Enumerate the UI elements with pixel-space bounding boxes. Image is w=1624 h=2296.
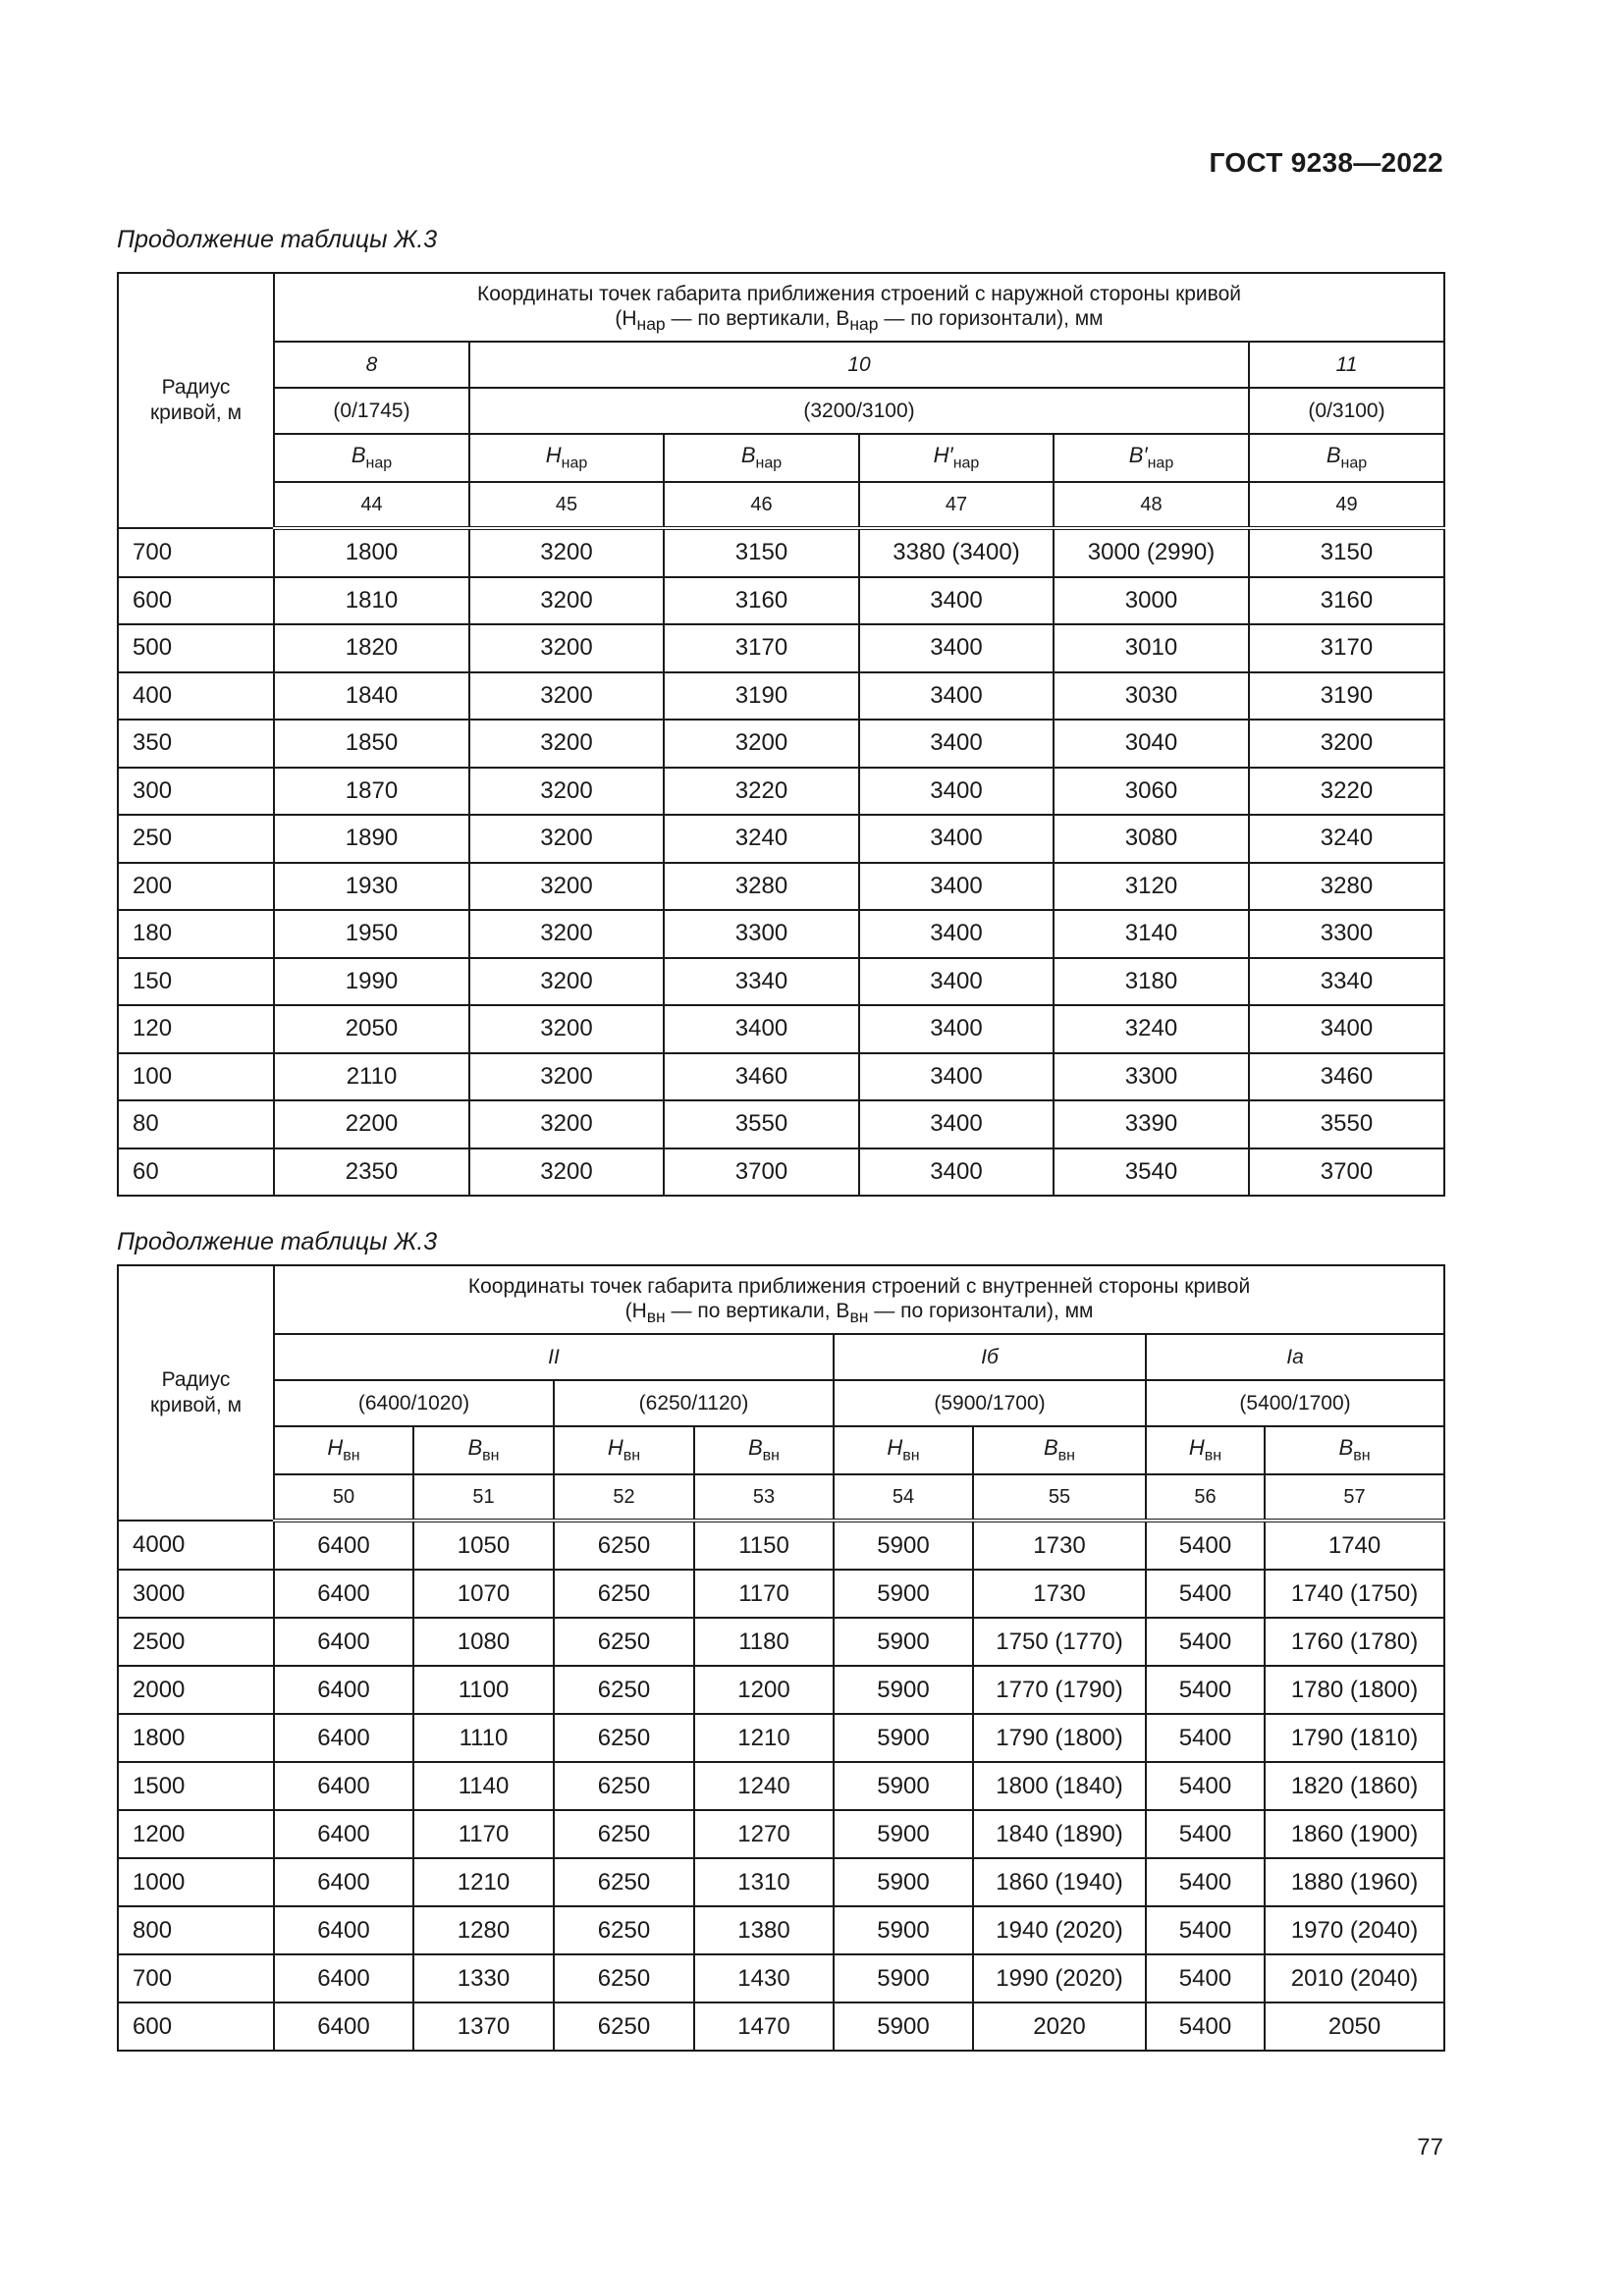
value-cell: 5900: [834, 1906, 973, 1954]
value-cell: 1310: [694, 1858, 834, 1906]
table1-caption: Продолжение таблицы Ж.3: [117, 226, 438, 253]
radius-cell: 350: [118, 720, 274, 768]
radius-cell: 400: [118, 672, 274, 721]
radius-cell: 2000: [118, 1666, 274, 1714]
radius-cell: 300: [118, 768, 274, 816]
value-cell: 1380: [694, 1906, 834, 1954]
point-number: 53: [694, 1474, 834, 1521]
point-number: 46: [664, 482, 859, 528]
value-cell: 2050: [1265, 2002, 1444, 2051]
value-cell: 1170: [413, 1810, 554, 1858]
radius-cell: 2500: [118, 1618, 274, 1666]
value-cell: 1770 (1790): [973, 1666, 1146, 1714]
value-cell: 3200: [469, 768, 664, 816]
value-cell: 1100: [413, 1666, 554, 1714]
value-cell: 3400: [1249, 1005, 1444, 1053]
value-cell: 1150: [694, 1521, 834, 1570]
value-cell: 1050: [413, 1521, 554, 1570]
value-cell: 1800 (1840): [973, 1762, 1146, 1810]
value-cell: 3400: [859, 577, 1054, 625]
value-cell: 3240: [664, 815, 859, 863]
group-header: 11: [1249, 342, 1444, 388]
radius-cell: 3000: [118, 1570, 274, 1618]
radius-header: Радиус кривой, м: [118, 1265, 274, 1521]
table-row: [118, 910, 1444, 958]
value-cell: 1790 (1800): [973, 1714, 1146, 1762]
value-cell: 6400: [274, 2002, 413, 2051]
value-cell: 3340: [664, 958, 859, 1006]
value-cell: 1840: [274, 672, 469, 721]
symbol-header: $B'_{нар}$: [1054, 434, 1249, 482]
value-cell: 3460: [664, 1053, 859, 1101]
value-cell: 3200: [469, 624, 664, 672]
value-cell: 1800: [274, 528, 469, 577]
value-cell: 6400: [274, 1666, 413, 1714]
value-cell: 2200: [274, 1100, 469, 1148]
point-number: 55: [973, 1474, 1146, 1521]
symbol-header: $B_{вн}$: [694, 1426, 834, 1474]
table-row: [118, 815, 1444, 863]
point-number: 48: [1054, 482, 1249, 528]
value-cell: 3160: [1249, 577, 1444, 625]
value-cell: 3200: [469, 815, 664, 863]
point-number: 56: [1146, 1474, 1265, 1521]
table-row: [118, 577, 1444, 625]
value-cell: 2010 (2040): [1265, 1954, 1444, 2002]
value-cell: 3200: [469, 528, 664, 577]
value-cell: 3540: [1054, 1148, 1249, 1197]
value-cell: 5400: [1146, 1570, 1265, 1618]
value-cell: 3400: [859, 1100, 1054, 1148]
value-cell: 1860 (1940): [973, 1858, 1146, 1906]
value-cell: 3040: [1054, 720, 1249, 768]
value-cell: 5900: [834, 1666, 973, 1714]
value-cell: 5900: [834, 1618, 973, 1666]
value-cell: 5400: [1146, 1810, 1265, 1858]
value-cell: 3200: [469, 1100, 664, 1148]
table-row: [118, 2002, 1444, 2051]
group-header: Iа: [1146, 1334, 1444, 1380]
radius-cell: 700: [118, 1954, 274, 2002]
value-cell: 5900: [834, 1810, 973, 1858]
table-row: [118, 624, 1444, 672]
value-cell: 3010: [1054, 624, 1249, 672]
table-row: [118, 528, 1444, 577]
table-row: [118, 958, 1444, 1006]
radius-cell: 600: [118, 577, 274, 625]
value-cell: 3200: [664, 720, 859, 768]
value-cell: 5400: [1146, 1858, 1265, 1906]
point-number: 44: [274, 482, 469, 528]
point-number: 45: [469, 482, 664, 528]
value-cell: 6250: [554, 1618, 694, 1666]
radius-cell: 1200: [118, 1810, 274, 1858]
subgroup-header: (5900/1700): [834, 1380, 1146, 1426]
table-row: [118, 1954, 1444, 2002]
value-cell: 1730: [973, 1521, 1146, 1570]
point-number: 51: [413, 1474, 554, 1521]
table2-title: Координаты точек габарита приближения строений с внутренней стороны кривой ($H_{вн}$ — по вертикали, $B_{вн}$ — по горизонтали), мм: [274, 1265, 1444, 1334]
value-cell: 6250: [554, 1858, 694, 1906]
value-cell: 3000 (2990): [1054, 528, 1249, 577]
symbol-header: $H_{нар}$: [469, 434, 664, 482]
value-cell: 1880 (1960): [1265, 1858, 1444, 1906]
value-cell: 3340: [1249, 958, 1444, 1006]
value-cell: 1330: [413, 1954, 554, 2002]
value-cell: 3200: [469, 672, 664, 721]
value-cell: 5900: [834, 2002, 973, 2051]
value-cell: 1760 (1780): [1265, 1618, 1444, 1666]
value-cell: 1470: [694, 2002, 834, 2051]
value-cell: 3400: [859, 720, 1054, 768]
value-cell: 6400: [274, 1521, 413, 1570]
value-cell: 3060: [1054, 768, 1249, 816]
group-header: II: [274, 1334, 834, 1380]
value-cell: 5900: [834, 1858, 973, 1906]
value-cell: 3700: [1249, 1148, 1444, 1197]
radius-cell: 100: [118, 1053, 274, 1101]
radius-cell: 80: [118, 1100, 274, 1148]
table-outer-side: [117, 272, 1445, 1197]
value-cell: 3200: [469, 910, 664, 958]
value-cell: 1970 (2040): [1265, 1906, 1444, 1954]
value-cell: 6250: [554, 2002, 694, 2051]
value-cell: 1840 (1890): [973, 1810, 1146, 1858]
value-cell: 3150: [664, 528, 859, 577]
value-cell: 1740 (1750): [1265, 1570, 1444, 1618]
value-cell: 1870: [274, 768, 469, 816]
value-cell: 5400: [1146, 1521, 1265, 1570]
symbol-header: $H_{вн}$: [1146, 1426, 1265, 1474]
value-cell: 3400: [859, 1005, 1054, 1053]
value-cell: 1890: [274, 815, 469, 863]
value-cell: 1820: [274, 624, 469, 672]
table-row: [118, 1570, 1444, 1618]
radius-cell: 250: [118, 815, 274, 863]
table-row: [118, 1521, 1444, 1570]
value-cell: 3200: [469, 577, 664, 625]
value-cell: 3030: [1054, 672, 1249, 721]
value-cell: 5400: [1146, 1954, 1265, 2002]
radius-cell: 1500: [118, 1762, 274, 1810]
value-cell: 1750 (1770): [973, 1618, 1146, 1666]
point-number: 47: [859, 482, 1054, 528]
value-cell: 3400: [859, 1148, 1054, 1197]
table-row: [118, 1810, 1444, 1858]
radius-cell: 200: [118, 863, 274, 911]
symbol-header: $B_{нар}$: [274, 434, 469, 482]
value-cell: 3550: [1249, 1100, 1444, 1148]
point-number: 49: [1249, 482, 1444, 528]
document-code: ГОСТ 9238—2022: [1209, 147, 1443, 178]
value-cell: 1430: [694, 1954, 834, 2002]
symbol-header: $B_{нар}$: [664, 434, 859, 482]
value-cell: 5900: [834, 1570, 973, 1618]
table-row: [118, 1906, 1444, 1954]
value-cell: 6250: [554, 1762, 694, 1810]
value-cell: 3140: [1054, 910, 1249, 958]
radius-cell: 60: [118, 1148, 274, 1197]
table-row: [118, 863, 1444, 911]
value-cell: 1860 (1900): [1265, 1810, 1444, 1858]
value-cell: 5400: [1146, 2002, 1265, 2051]
value-cell: 5900: [834, 1521, 973, 1570]
value-cell: 1270: [694, 1810, 834, 1858]
value-cell: 6250: [554, 1666, 694, 1714]
radius-cell: 500: [118, 624, 274, 672]
value-cell: 1990: [274, 958, 469, 1006]
table-inner-side: [117, 1264, 1445, 2052]
value-cell: 3550: [664, 1100, 859, 1148]
radius-cell: 4000: [118, 1521, 274, 1570]
value-cell: 1210: [694, 1714, 834, 1762]
value-cell: 3390: [1054, 1100, 1249, 1148]
value-cell: 3150: [1249, 528, 1444, 577]
value-cell: 6400: [274, 1810, 413, 1858]
value-cell: 2350: [274, 1148, 469, 1197]
value-cell: 3400: [859, 863, 1054, 911]
value-cell: 3170: [664, 624, 859, 672]
value-cell: 3120: [1054, 863, 1249, 911]
value-cell: 6250: [554, 1906, 694, 1954]
value-cell: 1930: [274, 863, 469, 911]
value-cell: 2020: [973, 2002, 1146, 2051]
value-cell: 3190: [1249, 672, 1444, 721]
value-cell: 3300: [664, 910, 859, 958]
radius-cell: 600: [118, 2002, 274, 2051]
table-row: [118, 768, 1444, 816]
value-cell: 6400: [274, 1762, 413, 1810]
value-cell: 6400: [274, 1618, 413, 1666]
value-cell: 1730: [973, 1570, 1146, 1618]
symbol-header: $H_{вн}$: [834, 1426, 973, 1474]
table2-caption: Продолжение таблицы Ж.3: [117, 1228, 438, 1255]
value-cell: 5900: [834, 1714, 973, 1762]
value-cell: 3170: [1249, 624, 1444, 672]
table-row: [118, 1053, 1444, 1101]
table-row: [118, 1148, 1444, 1197]
subgroup-header: (3200/3100): [469, 388, 1249, 434]
value-cell: 5900: [834, 1762, 973, 1810]
value-cell: 5400: [1146, 1906, 1265, 1954]
table-row: [118, 1005, 1444, 1053]
table-row: [118, 1714, 1444, 1762]
page-number: 77: [1417, 2134, 1443, 2161]
value-cell: 1780 (1800): [1265, 1666, 1444, 1714]
value-cell: 3400: [859, 958, 1054, 1006]
value-cell: 1370: [413, 2002, 554, 2051]
value-cell: 3280: [664, 863, 859, 911]
table-row: [118, 1100, 1444, 1148]
value-cell: 3200: [469, 1053, 664, 1101]
table-row: [118, 1762, 1444, 1810]
value-cell: 1850: [274, 720, 469, 768]
radius-header: Радиус кривой, м: [118, 273, 274, 528]
group-header: Iб: [834, 1334, 1146, 1380]
value-cell: 1070: [413, 1570, 554, 1618]
value-cell: 6250: [554, 1521, 694, 1570]
value-cell: 3240: [1054, 1005, 1249, 1053]
value-cell: 2110: [274, 1053, 469, 1101]
subgroup-header: (0/1745): [274, 388, 469, 434]
value-cell: 3200: [469, 1005, 664, 1053]
value-cell: 5400: [1146, 1762, 1265, 1810]
value-cell: 3400: [859, 1053, 1054, 1101]
radius-cell: 150: [118, 958, 274, 1006]
value-cell: 5400: [1146, 1666, 1265, 1714]
value-cell: 1940 (2020): [973, 1906, 1146, 1954]
value-cell: 3220: [1249, 768, 1444, 816]
table-row: [118, 1618, 1444, 1666]
value-cell: 1950: [274, 910, 469, 958]
value-cell: 3400: [859, 910, 1054, 958]
value-cell: 5400: [1146, 1618, 1265, 1666]
symbol-header: $B_{вн}$: [973, 1426, 1146, 1474]
value-cell: 1740: [1265, 1521, 1444, 1570]
value-cell: 6250: [554, 1570, 694, 1618]
value-cell: 3400: [859, 815, 1054, 863]
value-cell: 3400: [859, 768, 1054, 816]
value-cell: 6250: [554, 1954, 694, 2002]
value-cell: 3400: [859, 624, 1054, 672]
value-cell: 3200: [469, 863, 664, 911]
value-cell: 3180: [1054, 958, 1249, 1006]
value-cell: 3200: [1249, 720, 1444, 768]
table-row: [118, 1858, 1444, 1906]
value-cell: 6400: [274, 1906, 413, 1954]
value-cell: 1210: [413, 1858, 554, 1906]
value-cell: 1110: [413, 1714, 554, 1762]
symbol-header: $B_{вн}$: [413, 1426, 554, 1474]
value-cell: 6250: [554, 1714, 694, 1762]
value-cell: 1240: [694, 1762, 834, 1810]
value-cell: 1990 (2020): [973, 1954, 1146, 2002]
value-cell: 3300: [1249, 910, 1444, 958]
value-cell: 6250: [554, 1810, 694, 1858]
value-cell: 3400: [664, 1005, 859, 1053]
value-cell: 6400: [274, 1570, 413, 1618]
subgroup-header: (6250/1120): [554, 1380, 834, 1426]
radius-cell: 120: [118, 1005, 274, 1053]
point-number: 52: [554, 1474, 694, 1521]
value-cell: 3160: [664, 577, 859, 625]
value-cell: 3200: [469, 720, 664, 768]
value-cell: 3300: [1054, 1053, 1249, 1101]
value-cell: 1140: [413, 1762, 554, 1810]
table1-title: Координаты точек габарита приближения строений с наружной стороны кривой ($H_{нар}$ — по вертикали, $B_{нар}$ — по горизонтали), мм: [274, 273, 1444, 342]
symbol-header: $H'_{нар}$: [859, 434, 1054, 482]
value-cell: 1080: [413, 1618, 554, 1666]
value-cell: 3200: [469, 1148, 664, 1197]
value-cell: 3240: [1249, 815, 1444, 863]
radius-cell: 1800: [118, 1714, 274, 1762]
symbol-header: $H_{вн}$: [274, 1426, 413, 1474]
radius-cell: 700: [118, 528, 274, 577]
symbol-header: $B_{нар}$: [1249, 434, 1444, 482]
table-row: [118, 1666, 1444, 1714]
table-row: [118, 720, 1444, 768]
value-cell: 6400: [274, 1954, 413, 2002]
value-cell: 3080: [1054, 815, 1249, 863]
value-cell: 1200: [694, 1666, 834, 1714]
value-cell: 3190: [664, 672, 859, 721]
value-cell: 3460: [1249, 1053, 1444, 1101]
value-cell: 1170: [694, 1570, 834, 1618]
radius-cell: 180: [118, 910, 274, 958]
subgroup-header: (0/3100): [1249, 388, 1444, 434]
value-cell: 5900: [834, 1954, 973, 2002]
symbol-header: $B_{вн}$: [1265, 1426, 1444, 1474]
value-cell: 3280: [1249, 863, 1444, 911]
radius-cell: 800: [118, 1906, 274, 1954]
value-cell: 3000: [1054, 577, 1249, 625]
value-cell: 1820 (1860): [1265, 1762, 1444, 1810]
value-cell: 3400: [859, 672, 1054, 721]
subgroup-header: (6400/1020): [274, 1380, 554, 1426]
value-cell: 1790 (1810): [1265, 1714, 1444, 1762]
value-cell: 3220: [664, 768, 859, 816]
point-number: 54: [834, 1474, 973, 1521]
value-cell: 1280: [413, 1906, 554, 1954]
point-number: 57: [1265, 1474, 1444, 1521]
symbol-header: $H_{вн}$: [554, 1426, 694, 1474]
subgroup-header: (5400/1700): [1146, 1380, 1444, 1426]
value-cell: 1180: [694, 1618, 834, 1666]
radius-cell: 1000: [118, 1858, 274, 1906]
value-cell: 6400: [274, 1714, 413, 1762]
value-cell: 1810: [274, 577, 469, 625]
value-cell: 3380 (3400): [859, 528, 1054, 577]
table-row: [118, 672, 1444, 721]
point-number: 50: [274, 1474, 413, 1521]
value-cell: 3700: [664, 1148, 859, 1197]
group-header: 10: [469, 342, 1249, 388]
value-cell: 3200: [469, 958, 664, 1006]
value-cell: 2050: [274, 1005, 469, 1053]
group-header: 8: [274, 342, 469, 388]
value-cell: 6400: [274, 1858, 413, 1906]
value-cell: 5400: [1146, 1714, 1265, 1762]
